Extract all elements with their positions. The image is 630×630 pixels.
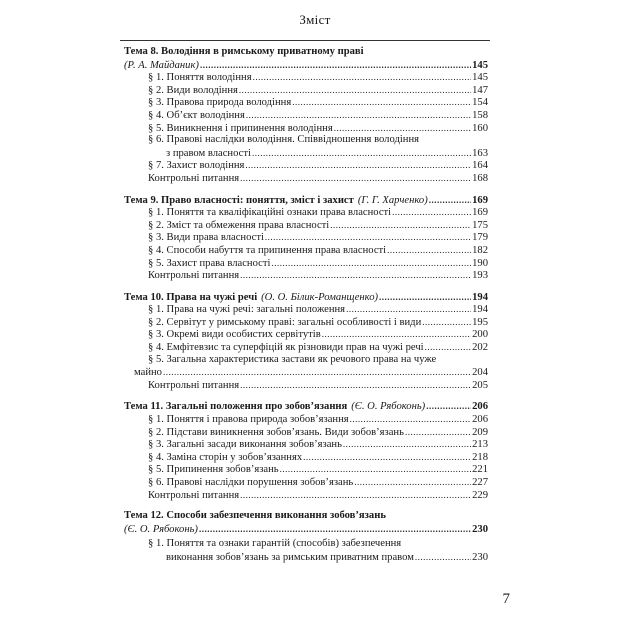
toc-entry-text: § 3. Види права власності xyxy=(148,232,264,244)
toc-page-number: 145 xyxy=(472,72,488,84)
toc-page-number: 218 xyxy=(472,451,488,463)
toc-page-number: 154 xyxy=(472,97,488,109)
toc-topic-title[interactable] xyxy=(124,46,488,59)
toc-page-number: 193 xyxy=(472,270,488,282)
toc-entry[interactable] xyxy=(124,244,488,257)
toc-page-number: 230 xyxy=(472,551,488,563)
dot-leader xyxy=(240,269,471,282)
toc-entry[interactable] xyxy=(124,122,488,135)
toc-topic-title-text: Тема 12. Способи забезпечення виконання зобов’язань xyxy=(124,510,386,522)
toc-topic-author: (Є. О. Рябоконь) xyxy=(124,523,198,535)
toc-entry-text: § 4. Заміна сторін у зобов’язаннях xyxy=(148,451,303,463)
dot-leader xyxy=(422,316,471,329)
toc-topic-title-cont[interactable] xyxy=(124,59,488,72)
toc-page-number: 158 xyxy=(472,109,488,121)
dot-leader xyxy=(240,379,471,392)
toc-topic-title[interactable] xyxy=(124,194,488,207)
toc-entry[interactable] xyxy=(124,538,488,551)
toc-entry-text: § 2. Види володіння xyxy=(148,84,238,96)
dot-leader xyxy=(246,109,471,122)
header-rule xyxy=(120,40,490,41)
toc-entry[interactable] xyxy=(124,269,488,282)
toc-entry-text: § 4. Способи набуття та припинення права власності xyxy=(148,244,387,256)
dot-leader xyxy=(379,291,471,304)
dot-leader xyxy=(245,159,471,172)
dot-leader xyxy=(334,122,471,135)
dot-leader xyxy=(199,523,471,536)
toc-entry[interactable] xyxy=(124,316,488,329)
dot-leader xyxy=(354,476,471,489)
toc-entry-text: Контрольні питання xyxy=(148,172,240,184)
toc-entry[interactable] xyxy=(124,354,488,367)
toc-topic-11 xyxy=(124,400,488,501)
dot-leader xyxy=(343,438,471,451)
toc-topic-title-text: Тема 8. Володіння в римському приватному праві xyxy=(124,46,364,57)
toc-entry-text: § 5. Виникнення і припинення володіння xyxy=(148,122,333,134)
dot-leader xyxy=(322,328,471,341)
toc-page-number: 175 xyxy=(472,219,488,231)
dot-leader xyxy=(240,172,471,185)
dot-leader xyxy=(303,451,471,464)
toc-topic-title[interactable] xyxy=(124,400,488,413)
toc-page-number: 200 xyxy=(472,329,488,341)
toc-entry[interactable] xyxy=(124,426,488,439)
dot-leader xyxy=(200,59,471,72)
toc-entry-text: § 2. Підстави виникнення зобов’язань. Види зобов’язань xyxy=(148,426,404,438)
toc-topic-10 xyxy=(124,291,488,392)
toc-topic-author: (Г. Г. Харченко) xyxy=(357,194,428,206)
toc-entry-text: § 6. Правові наслідки порушення зобов’язань xyxy=(148,477,354,488)
toc-entry-cont[interactable] xyxy=(124,551,488,564)
toc-entry[interactable] xyxy=(124,303,488,316)
toc-page-number: 227 xyxy=(472,477,488,488)
dot-leader xyxy=(425,341,471,354)
toc-entry[interactable] xyxy=(124,231,488,244)
dot-leader xyxy=(392,206,471,219)
toc-entry-text: § 5. Захист права власності xyxy=(148,257,271,269)
toc-topic-9 xyxy=(124,194,488,282)
toc-topic-title-cont[interactable] xyxy=(124,523,488,536)
toc-topic-author: (О. О. Білик-Романщенко) xyxy=(261,291,379,303)
toc-page-number: 221 xyxy=(472,464,488,476)
toc-entry-text-cont: майно xyxy=(134,367,162,379)
toc-page-number: 160 xyxy=(472,122,488,134)
toc-entry-text: § 1. Поняття володіння xyxy=(148,72,252,84)
toc-topic-author: (Р. А. Майданик) xyxy=(124,59,199,71)
dot-leader xyxy=(271,257,471,270)
toc-entry-text: § 3. Загальні засади виконання зобов’язань xyxy=(148,439,342,451)
toc-entry[interactable] xyxy=(124,451,488,464)
toc-entry[interactable] xyxy=(124,476,488,489)
toc-entry-cont[interactable] xyxy=(124,366,488,379)
toc-topic-title[interactable] xyxy=(124,291,488,304)
toc-entry[interactable] xyxy=(124,489,488,502)
dot-leader xyxy=(426,400,471,413)
page-number: 7 xyxy=(502,591,510,607)
toc-entry-text: § 5. Загальна характеристика застави як речового права на чуже xyxy=(148,353,437,365)
toc-entry-text: § 1. Поняття та кваліфікаційні ознаки права власності xyxy=(148,207,392,219)
toc-page-number: 229 xyxy=(472,489,488,501)
toc-entry-text-cont: з правом власності xyxy=(166,147,251,159)
toc-page-number: 190 xyxy=(472,257,488,269)
toc-entry-text: Контрольні питання xyxy=(148,489,240,501)
dot-leader xyxy=(405,426,471,439)
dot-leader xyxy=(387,244,471,257)
toc-entry[interactable] xyxy=(124,206,488,219)
toc-entry[interactable] xyxy=(124,84,488,97)
toc-page-number: 169 xyxy=(472,194,488,206)
toc-entry-text: § 1. Поняття і правова природа зобов’язання xyxy=(148,414,349,426)
toc-entry-text: § 3. Правова природа володіння xyxy=(148,97,292,109)
toc-entry[interactable] xyxy=(124,96,488,109)
dot-leader xyxy=(415,551,471,564)
toc-entry[interactable] xyxy=(124,341,488,354)
toc-topic-12 xyxy=(124,510,488,563)
toc-entry[interactable] xyxy=(124,413,488,426)
dot-leader xyxy=(330,219,471,232)
toc-entry-text: § 2. Зміст та обмеження права власності xyxy=(148,219,330,231)
dot-leader xyxy=(239,84,471,97)
toc-page-number: 205 xyxy=(472,379,488,391)
dot-leader xyxy=(240,489,471,502)
toc-page-number: 206 xyxy=(472,401,488,413)
toc-entry-text: § 2. Сервітут у римському праві: загальні особливості і види xyxy=(148,316,422,328)
dot-leader xyxy=(253,71,472,84)
toc-page-number: 179 xyxy=(472,232,488,244)
toc-entry-text: § 7. Захист володіння xyxy=(148,160,245,172)
toc-entry-text: § 4. Об’єкт володіння xyxy=(148,109,245,121)
dot-leader xyxy=(163,366,471,379)
toc-page-number: 206 xyxy=(472,414,488,426)
dot-leader xyxy=(265,231,471,244)
dot-leader xyxy=(280,463,471,476)
toc-topic-title[interactable] xyxy=(124,510,488,523)
toc-entry-text: § 1. Права на чужі речі: загальні положення xyxy=(148,304,346,316)
toc-entry[interactable] xyxy=(124,159,488,172)
toc-topic-title-text: Тема 9. Право власності: поняття, зміст і захист xyxy=(124,194,354,206)
toc-page-number: 168 xyxy=(472,172,488,184)
toc-entry[interactable] xyxy=(124,257,488,270)
toc-page-number: 195 xyxy=(472,316,488,328)
toc-entry[interactable] xyxy=(124,172,488,185)
toc-topic-title-text: Тема 11. Загальні положення про зобов’язання xyxy=(124,401,348,413)
toc-page-number: 164 xyxy=(472,160,488,172)
toc-topic-author: (Є. О. Рябоконь) xyxy=(351,401,426,413)
dot-leader xyxy=(252,147,471,160)
toc-page-number: 145 xyxy=(472,59,488,71)
toc-entry-text: § 1. Поняття та ознаки гарантій (способів) забезпечення xyxy=(148,538,402,550)
toc-page-number: 213 xyxy=(472,439,488,451)
toc-page-number: 194 xyxy=(472,291,488,303)
toc-topic-title-text: Тема 10. Права на чужі речі xyxy=(124,291,258,303)
toc-entry-cont[interactable] xyxy=(124,147,488,160)
toc-entry[interactable] xyxy=(124,438,488,451)
toc-entry[interactable] xyxy=(124,328,488,341)
running-header-title: Зміст xyxy=(299,12,331,27)
toc-entry-text: Контрольні питання xyxy=(148,270,240,282)
toc-page-number: 194 xyxy=(472,304,488,316)
toc-page-number: 163 xyxy=(472,147,488,159)
toc-entry-text: § 6. Правові наслідки володіння. Співвідношення володіння xyxy=(148,134,419,146)
table-of-contents xyxy=(124,46,488,573)
toc-page-number: 230 xyxy=(472,523,488,535)
toc-entry-text: Контрольні питання xyxy=(148,379,240,391)
toc-page-number: 204 xyxy=(472,367,488,379)
toc-page-number: 169 xyxy=(472,207,488,219)
toc-entry[interactable] xyxy=(124,134,488,147)
toc-entry-text: § 3. Окремі види особистих сервітутів xyxy=(148,329,321,341)
toc-entry[interactable] xyxy=(124,71,488,84)
toc-entry[interactable] xyxy=(124,219,488,232)
toc-entry-text: § 5. Припинення зобов’язань xyxy=(148,464,279,476)
toc-entry[interactable] xyxy=(124,379,488,392)
toc-page-number: 202 xyxy=(472,342,488,354)
toc-entry-text: § 4. Емфітевзис та суперфіцій як різновиди прав на чужі речі xyxy=(148,342,424,354)
toc-entry[interactable] xyxy=(124,109,488,122)
dot-leader xyxy=(292,96,471,109)
toc-page-number: 147 xyxy=(472,84,488,96)
dot-leader xyxy=(350,413,471,426)
toc-page-number: 209 xyxy=(472,426,488,438)
toc-topic-8 xyxy=(124,46,488,185)
toc-entry-text-cont: виконання зобов’язань за римським приватним правом xyxy=(166,551,414,563)
toc-page-number: 182 xyxy=(472,244,488,256)
dot-leader xyxy=(429,194,471,207)
dot-leader xyxy=(346,303,471,316)
toc-entry[interactable] xyxy=(124,463,488,476)
